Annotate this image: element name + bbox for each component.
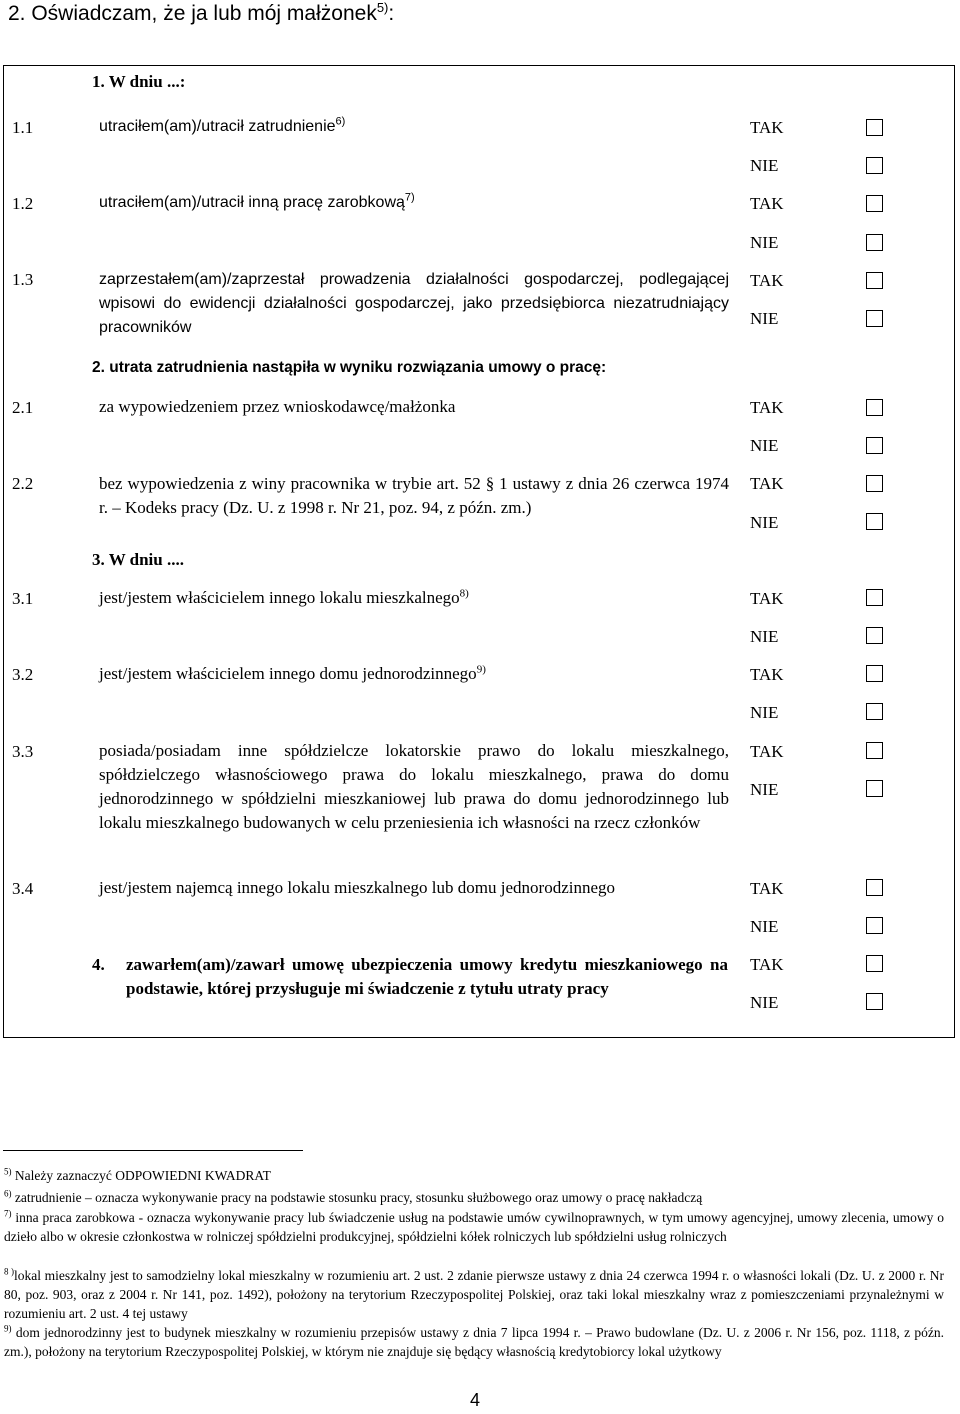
footnote-8-mark: 8 )	[4, 1266, 15, 1277]
footnote-9	[4, 1323, 944, 1361]
item-3-4-yes-checkbox[interactable]	[866, 879, 883, 896]
item-4-no-label: NIE	[750, 993, 779, 1012]
item-2-1-no-label: NIE	[750, 436, 779, 455]
footnote-5	[4, 1166, 944, 1185]
item-3-4-no-checkbox[interactable]	[866, 917, 883, 934]
item-2-2-yes-checkbox[interactable]	[866, 475, 883, 492]
page-number: 4	[470, 1390, 481, 1410]
item-1-2-yes-label: TAK	[750, 194, 784, 213]
item-2-2-no-checkbox[interactable]	[866, 513, 883, 530]
footnote-8	[4, 1266, 944, 1323]
item-3-3-no-label: NIE	[750, 780, 779, 799]
item-3-1-footnote-mark: 8)	[459, 587, 469, 600]
section-4-number: 4.	[92, 955, 105, 974]
item-3-4-yes-label: TAK	[750, 879, 784, 898]
footnote-7	[4, 1208, 944, 1246]
item-2-2-number: 2.2	[12, 474, 34, 493]
section-2-title: 2. utrata zatrudnienia nastąpiła w wyniku rozwiązania umowy o pracę:	[92, 359, 607, 376]
heading-suffix: :	[388, 2, 395, 25]
item-2-2-yes-label: TAK	[750, 474, 784, 493]
section-4-text: zawarłem(am)/zawarł umowę ubezpieczenia umowy kredytu mieszkaniowego na podstawie, której przysługuje mi świadczenie z tytułu utraty pracy	[126, 955, 728, 998]
section-1-title: 1. W dniu ...:	[92, 72, 186, 91]
item-3-3-yes-checkbox[interactable]	[866, 742, 883, 759]
item-3-4-text: jest/jestem najemcą innego lokalu mieszkalnego lub domu jednorodzinnego	[99, 878, 616, 897]
section-heading	[8, 2, 394, 26]
footnote-7-mark: 7)	[4, 1208, 12, 1219]
section-3-title: 3. W dniu ....	[92, 550, 184, 569]
heading-footnote-mark: 5)	[376, 0, 389, 15]
item-1-2-text	[99, 191, 729, 215]
footnote-6-text: zatrudnienie – oznacza wykonywanie pracy na podstawie stosunku pracy, stosunku służbowego oraz umowy o pracę nakładczą	[14, 1190, 703, 1205]
footnote-8-text: lokal mieszkalny jest to samodzielny lokal mieszkalny w rozumieniu art. 2 ust. 2 zdanie pierwsze ustawy z dnia 24 czerwca 1994 r. o własności lokali (Dz. U. z 2000 r. Nr 80, poz. 903, oraz z 2004 r. Nr 141, poz. 1492), położony na terytorium Rzeczypospolitej Polskiej, oraz taki lokal mieszkalny wraz z pomieszczeniami przynależnymi w rozumieniu art. 2 ust. 4 tej ustawy	[4, 1268, 944, 1321]
item-1-3-number: 1.3	[12, 270, 34, 289]
item-2-2-text: bez wypowiedzenia z winy pracownika w trybie art. 52 § 1 ustawy z dnia 26 czerwca 1974 r. – Kodeks pracy (Dz. U. z 1998 r. Nr 21, poz. 94, z późn. zm.)	[99, 474, 729, 517]
item-2-1-no-checkbox[interactable]	[866, 437, 883, 454]
item-1-1-footnote-mark: 6)	[335, 115, 346, 128]
item-1-2-yes-checkbox[interactable]	[866, 195, 883, 212]
footnote-6-mark: 6)	[4, 1188, 12, 1199]
item-3-1-no-checkbox[interactable]	[866, 627, 883, 644]
footnote-6	[4, 1188, 944, 1207]
item-3-4-no-label: NIE	[750, 917, 779, 936]
footnote-9-text: dom jednorodzinny jest to budynek mieszkalny w rozumieniu przepisów ustawy z dnia 7 lipca 1994 r. – Prawo budowlane (Dz. U. z 2006 r. Nr 156, poz. 1118, z późn. zm.), położony na terytorium Rzeczypospolitej Polskiej, w którym nie znajduje się będący własnością kredytobiorcy lokal użytkowy	[4, 1325, 945, 1359]
item-3-1-no-label: NIE	[750, 627, 779, 646]
item-3-2-no-label: NIE	[750, 703, 779, 722]
item-1-3-yes-label: TAK	[750, 271, 784, 290]
footnote-5-text: Należy zaznaczyć ODPOWIEDNI KWADRAT	[14, 1168, 271, 1183]
item-1-2-label: utraciłem(am)/utracił inną pracę zarobkową	[99, 194, 405, 211]
item-3-1-text	[99, 586, 729, 610]
item-3-2-yes-checkbox[interactable]	[866, 665, 883, 682]
item-2-1-text: za wypowiedzeniem przez wnioskodawcę/małżonka	[99, 397, 456, 416]
item-2-1-number: 2.1	[12, 398, 34, 417]
item-3-1-yes-checkbox[interactable]	[866, 589, 883, 606]
footnote-9-mark: 9)	[4, 1323, 12, 1334]
item-3-2-number: 3.2	[12, 665, 34, 684]
item-1-3-no-checkbox[interactable]	[866, 310, 883, 327]
item-1-1-yes-checkbox[interactable]	[866, 119, 883, 136]
item-1-1-text	[99, 115, 729, 139]
item-1-3-text: zaprzestałem(am)/zaprzestał prowadzenia działalności gospodarczej, podlegającej wpisowi do ewidencji działalności gospodarczej, jako przedsiębiorca niezatrudniający pracowników	[99, 271, 729, 336]
item-3-2-text	[99, 662, 729, 686]
item-4-yes-label: TAK	[750, 955, 784, 974]
item-2-2-no-label: NIE	[750, 513, 779, 532]
item-3-2-footnote-mark: 9)	[476, 663, 486, 676]
item-3-3-number: 3.3	[12, 742, 34, 761]
item-3-3-yes-label: TAK	[750, 742, 784, 761]
item-3-4-number: 3.4	[12, 879, 34, 898]
footnote-5-mark: 5)	[4, 1166, 12, 1177]
item-3-3-text: posiada/posiadam inne spółdzielcze lokatorskie prawo do lokalu mieszkalnego, spółdzielczego własnościowego prawa do lokalu mieszkalnego, prawa do domu jednorodzinnego w spółdzielni mieszkaniowej lub prawa do domu jednorodzinnego lub lokalu mieszkalnego budowanych w celu przeniesienia ich własności na rzecz członków	[99, 741, 729, 832]
item-1-1-yes-label: TAK	[750, 118, 784, 137]
footnote-separator	[3, 1150, 303, 1151]
item-1-3-no-label: NIE	[750, 309, 779, 328]
item-1-1-no-checkbox[interactable]	[866, 157, 883, 174]
item-2-1-yes-label: TAK	[750, 398, 784, 417]
item-2-1-yes-checkbox[interactable]	[866, 399, 883, 416]
item-4-no-checkbox[interactable]	[866, 993, 883, 1010]
item-1-1-no-label: NIE	[750, 156, 779, 175]
item-3-1-yes-label: TAK	[750, 589, 784, 608]
item-3-3-no-checkbox[interactable]	[866, 780, 883, 797]
item-4-yes-checkbox[interactable]	[866, 955, 883, 972]
item-3-2-yes-label: TAK	[750, 665, 784, 684]
item-3-2-label: jest/jestem właścicielem innego domu jednorodzinnego	[99, 664, 477, 683]
item-1-2-no-checkbox[interactable]	[866, 234, 883, 251]
item-1-1-number: 1.1	[12, 118, 34, 137]
item-1-3-yes-checkbox[interactable]	[866, 272, 883, 289]
item-1-2-number: 1.2	[12, 194, 34, 213]
item-1-1-label: utraciłem(am)/utracił zatrudnienie	[99, 118, 336, 135]
item-3-1-number: 3.1	[12, 589, 34, 608]
footnote-7-text: inna praca zarobkowa - oznacza wykonywanie pracy lub świadczenie usług na podstawie umów cywilnoprawnych, w tym umowy agencyjnej, umowy zlecenia, umowy o dzieło albo w okresie członkostwa w rolniczej spółdzielni produkcyjnej, spółdzielni kółek rolniczych lub spółdzielni usług rolniczych	[4, 1210, 944, 1244]
heading-text: 2. Oświadczam, że ja lub mój małżonek	[8, 2, 377, 25]
item-1-2-no-label: NIE	[750, 233, 779, 252]
item-3-1-label: jest/jestem właścicielem innego lokalu mieszkalnego	[99, 588, 460, 607]
item-1-2-footnote-mark: 7)	[404, 191, 415, 204]
item-3-2-no-checkbox[interactable]	[866, 703, 883, 720]
